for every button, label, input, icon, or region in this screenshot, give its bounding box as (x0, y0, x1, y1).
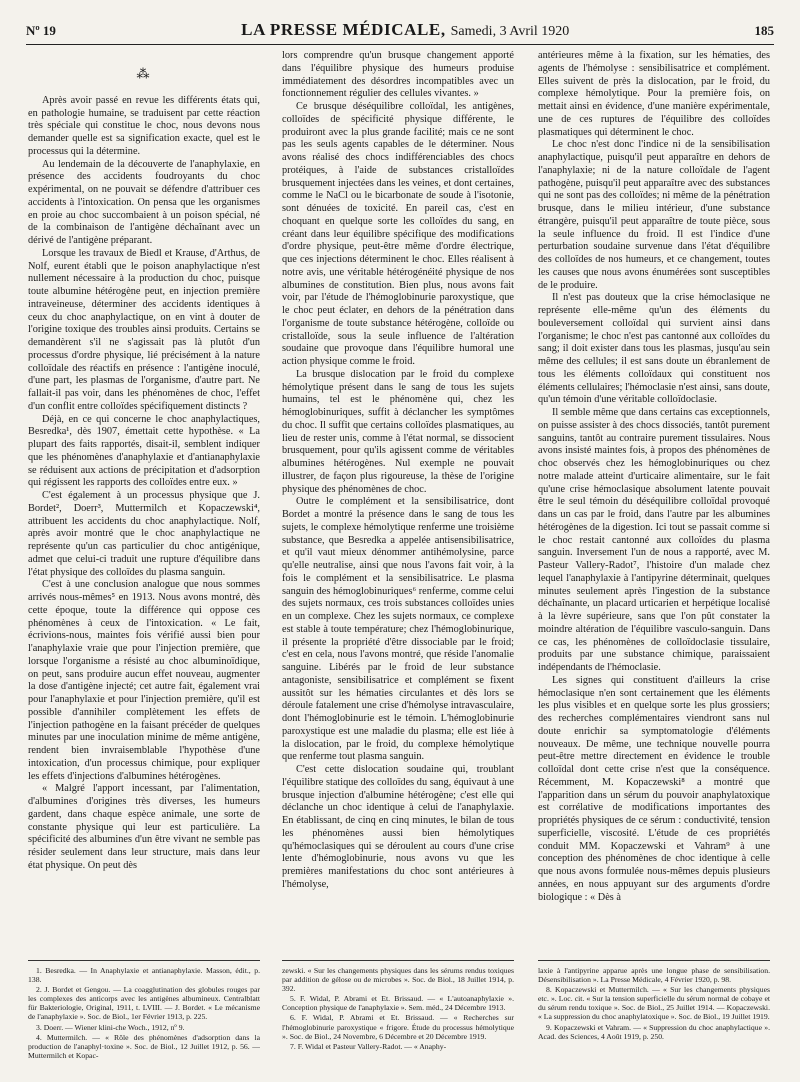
paragraph: Outre le complément et la sensibilisatrice, dont Bordet a montré la présence dans le sang de tous les sujets, le complexe hémolytique renferme une troisième substance, que Besredka a appelée antisensibilisatrice, et qu'il vaut mieux dénommer antihémolysine, parce qu'elle neutralise, ainsi que nous l'avons fait voir, à la fois le complément et la sensibilisatrice. Le plasma sanguin des hémoglobinuriques⁶ renferme, comme celui des sujets normaux, ces trois substances colloïdes unies en un complexe. Chez les sujets normaux, ce complexe est stable à toute température; chez l'hémoglobinurique, il présente la propriété d'être dissociable par le froid; c'est en cela, nous l'avons montré, que réside l'anomalie sanguine. Libérés par le froid de leur substance antagoniste, sensibilisatrice et complément se fixent aussitôt sur les hématies circulantes et dès lors se déroule fatalement une crise d'hémolyse intravasculaire, dont l'hémoglobinurie est le témoin. L'hémoglobinurie paroxystique est une maladie du plasma; elle est liée à la dislocation, par le froid, du complexe hémolytique que renferme tout plasma sanguin. (282, 496, 514, 763)
issue-date: Samedi, 3 Avril 1920 (450, 24, 570, 39)
paragraph: Au lendemain de la découverte de l'anaphylaxie, en présence des accidents foudroyants du choc expérimental, on ne pouvait se défendre d'attribuer ces accidents à l'intoxication. On pensa que les organismes en proie au choc succombaient à un poison spécial, né de la combinaison de l'antigène déchaînant avec un dérivé de l'antigène préparant. (28, 158, 260, 246)
running-header (26, 20, 774, 42)
paragraph: Il n'est pas douteux que la crise hémoclasique ne représente elle-même qu'un des éléments du bouleversement colloïdal qui survient ainsi dans l'organisme; le choc n'est pas cantonné aux colloïdes du sang; il doit exister dans tous les plasmas, jusqu'au sein même des cellules; il est sans doute un ébranlement de tous les éléments colloïdaux qui constituent nos éléments cellulaires; l'hémoclasie n'est ainsi, sans doute, qu'un témoin d'une véritable colloïdoclasie. (538, 292, 770, 406)
footnote: 3. Doerr. — Wiener klini-che Woch., 1912, nº 9. (36, 1022, 185, 1032)
paragraph: Le choc n'est donc l'indice ni de la sensibilisation anaphylactique, puisqu'il peut apparaître en dehors de l'anaphylaxie; ni de la nature colloïdale de l'agent pathogène, puisqu'il peut apparaître avec des substances qui ne sont pas des colloïdes; ni même de la pénétration brusque, dans le milieu intérieur, d'une substance étrangère, puisqu'il peut apparaître de toute pièce, sous la seule influence du froid. Il est l'indice d'une perturbation soudaine survenue dans l'état d'équilibre des colloïdes de nos humeurs, et ce changement, toutes les causes que nous avons énumérées sont susceptibles de le produire. (538, 139, 770, 291)
footnote: 9. Kopaczewski et Vahram. — « Suppression du choc anaphylactique ». Acad. des Sciences, 4 Août 1919, p. 250. (538, 1022, 770, 1041)
footnote: zewski. « Sur les changements physiques dans les sérums rendus toxiques par addition de gélose ou de microbes ». Soc. de Biol., 18 Juillet 1914, p. 392. (282, 966, 514, 994)
footnotes-column-1 (28, 966, 260, 1061)
column-1 (28, 50, 260, 873)
footnote: 6. F. Widal, P. Abrami et Et. Brissaud. — « Recherches sur l'hémoglobinurie paroxystique « frigore. Étude du processus hémolytique ». Soc. de Biol., 24 Novembre, 6 Décembre et 20 Décembre 1919. (282, 1013, 514, 1041)
paragraph: Lorsque les travaux de Biedl et Krause, d'Arthus, de Nolf, eurent établi que le poison anaphylactique n'est nullement nécessaire à la production du choc, puisque toute albumine hétérogène peut, en injection première intraveineuse, déterminer des accidents identiques à ceux du choc anaphylactique, on en vint à douter de l'origine toxique des troubles ainsi produits. Certains se demandèrent s'il ne s'agissait pas là plutôt d'un processus d'ordre physique, lié précisément à la nature colloïdale des réactifs en présence : l'antigène inoculé, d'une part, les plasmas de l'organisme, d'autre part. Ne fallait-il pas voir, dans les phénomènes de choc, l'effet d'un conflit entre colloïdes spécifiquement distincts ? (28, 247, 260, 412)
issue-number: Nº 19 (26, 23, 56, 38)
paragraph: Il semble même que dans certains cas exceptionnels, on puisse assister à des chocs dissociés, tantôt purement sanguins, tantôt au contraire purement tissulaires. Nous avons insisté maintes fois, à propos des phénomènes de choc observés chez les hémoglobinuriques ou chez notre malade atteint d'urticaire alimentaire, sur le fait qu'une crise hémoclasique absolument latente pouvait être le seul témoin du déséquilibre colloïdal provoqué dans un cas par le froid, dans l'autre par les albumines hétérogènes de la digestion. Ici tout se passait comme si le choc restait cantonné aux colloïdes du plasma sanguin. Inversement l'un de nous a rapporté, avec M. Pasteur Vallery-Radot⁷, l'histoire d'un malade chez lequel l'anaphylaxie à l'antipyrine déterminait, quelques minutes seulement après l'ingestion de la substance déchaînante, un placard urticarien et herpétique localisé à la lèvre supérieure, sans que l'on pût constater la moindre altération de l'équilibre vasculo-sanguin. Dans ce cas, les phénomènes de colloïdoclasie tissulaire, produits par une substance chimique, paraissaient indépendants de l'hémoclasie. (538, 407, 770, 673)
footnote: 4. Muttermilch. — « Rôle des phénomènes d'adsorption dans la production de l'anaphyl·toxine ». Soc. de Biol., 12 Juillet 1912, p. 56. — Muttermilch et Kopac- (28, 1032, 260, 1060)
paragraph: Déjà, en ce qui concerne le choc anaphylactiques, Besredka¹, dès 1907, émettait cette hypothèse. « La plupart des faits rapportés, disait-il, semblent indiquer que les phénomènes d'anaphylaxie et d'antianaphylaxie se réduisent aux actions de précipitation et d'adsorption qui régissent les rapports des colloïdes entre eux. » (28, 413, 260, 489)
footnotes-column-3 (538, 966, 770, 1042)
footnote: 5. F. Widal, P. Abrami et Et. Brissaud. — « L'autoanaphylaxie ». Conception physique de l'anaphylaxie ». Sem. méd., 24 Décembre 1913. (282, 994, 514, 1013)
footnote: 7. F. Widal et Pasteur Vallery-Radot. — « Anaphy- (290, 1041, 447, 1051)
footnote: laxie à l'antipyrine apparue après une longue phase de sensibilisation. Désensibilisation ». La Presse Médicale, 4 Février 1920, p. 98. (538, 966, 770, 985)
column-2 (282, 50, 514, 892)
column-3 (538, 50, 770, 904)
header-rule (26, 44, 774, 45)
paragraph: C'est cette dislocation soudaine qui, troublant l'équilibre statique des colloïdes du sang, équivaut à une brusque injection d'albumine hétérogène; c'est elle qui déclanche un choc identique à celui de l'anaphylaxie. En établissant, de cinq en cinq minutes, le bilan de tous les phénomènes aussi bien hémolytiques qu'hémoclasiques qui se déroulent au cours d'une crise lente d'hémoglobinurie, nous avons vu que les premières manifestations du choc sont antérieures à l'hémolyse, (282, 764, 514, 890)
footnote-rule (538, 960, 770, 961)
journal-name: LA PRESSE MÉDICALE, (241, 20, 446, 39)
paragraph: Après avoir passé en revue les différents états qui, en pathologie humaine, se traduisent par cette réaction très spéciale qui constitue le choc, nous devons nous demander quelle est sa signification exacte, quel est le processus qui la détermine. (28, 94, 260, 157)
footnote-rule (28, 960, 260, 961)
publication-title (241, 20, 569, 40)
paragraph: C'est également à un processus physique que J. Bordet², Doerr³, Muttermilch et Kopaczewski⁴, attribuent les accidents du choc anaphylactique. Nolf, après avoir montré que le choc anaphylactique ne représente qu'un cas particulier du choc antigénique, admet que celui-ci traduit une rupture d'équilibre dans l'état physique des colloïdes du plasma sanguin. (28, 490, 260, 578)
paragraph: Ce brusque déséquilibre colloïdal, les antigènes, colloïdes de spécificité physique différente, le produiront avec la plus grande facilité; mais ce ne sont pas les seuls agents capables de le déterminer. Nous avons réalisé des chocs indifférenciables des chocs protéiques, à l'aide de substances cristalloïdes brusquement injectées dans les veines, et dont certaines, comme le NaCl ou le bicarbonate de soude à l'isotonie, sont dénuées de toxicité. En pareil cas, c'est en choquant en quelque sorte les colloïdes du sang, en créant dans leur équilibre spécifique des modifications d'ordre physique, peut-être même d'ordre électrique, que ces injections déterminent le choc. Elles réalisent à notre avis, une véritable hétérogénéité physique de nos albumines de constitution. Bien plus, nous avons fait voir, par l'étude de l'hémoglobinurie paroxystique, que le choc peut éclater, en dehors de la pénétration dans l'organisme de toute substance hétérogène, colloïde ou cristalloïde, sous la seule influence de l'altération soudaine que provoque dans l'équilibre humoral une action physique comme le froid. (282, 101, 514, 367)
paragraph: lors comprendre qu'un brusque changement apporté dans l'équilibre physique des humeurs produise immédiatement des désordres incompatibles avec un fonctionnement régulier des cellules vivantes. » (282, 50, 514, 100)
page-folio: 185 (754, 23, 774, 38)
paragraph: C'est à une conclusion analogue que nous sommes arrivés nous-mêmes⁵ en 1913. Nous avons montré, dès cette époque, toute la différence qui oppose ces phénomènes à ceux de l'intoxication. « Le fait, écrivions-nous, maintes fois vérifié aussi bien pour l'anaphylaxie vraie que pour l'injection première, que lorsque l'organisme a résisté au choc albuminoïdique, on peut, sans produire aucun effet nouveau, augmenter la dose d'antigène injecté; cet autre fait, également vrai pour l'anaphylaxie et pour l'injection première, qu'il est possible d'annihiler complètement les effets de l'injection pathogène en la faisant précéder de quelques minutes par une inoculation minime de même antigène, rendent bien invraisemblable l'hypothèse d'une intoxication, d'un processus chimique, pour expliquer les effets d'injections d'albumines hétérogènes. (28, 579, 260, 782)
footnote: 8. Kopaczewski et Muttermilch. — « Sur les changements physiques etc. ». Loc. cit. « Sur la tension superficielle du sérum normal de cobaye et du sérum rendu toxique ». Soc. de Biol., 25 Juillet 1914. — Kopaczewski. « La suppression du choc anaphylatoxique ». Soc. de Biol., 19 Juillet 1919. (538, 985, 770, 1022)
paragraph: antérieures même à la fixation, sur les hématies, des agents de l'hémolyse : sensibilisatrice et complément. Elles suivent de près la dislocation, par le froid, du complexe hémolytique. Pour la première fois, on mettait ainsi en évidence, d'une manière expérimentale, une de ces ruptures de l'équilibre des colloïdes plasmatiques qui déterminent le choc. (538, 50, 770, 138)
section-stars: ⁂ (136, 66, 152, 81)
paragraph: « Malgré l'apport incessant, par l'alimentation, d'albumines d'origines très diverses, les humeurs gardent, dans chaque espèce animale, une sorte de constante physique qui leur est particulière. La spécificité des albumines d'un être vivant ne semble pas résider seulement dans leur structure, mais dans leur état physique. On peut dès (28, 783, 260, 871)
paragraph: La brusque dislocation par le froid du complexe hémolytique présent dans le sang de tous les sujets humains, tel est le phénomène qui, chez les hémoglobinuriques, suffit à déclancher les symptômes du choc. Il suffit que certains colloïdes plasmatiques, au lieu de rester unis, comme à l'état normal, se dissocient brusquement, pour qu'ils agissent comme de véritables albumines hétérogènes. Nul exemple ne pouvait illustrer, de façon plus rigoureuse, la thèse de l'origine physique des phénomènes de choc. (282, 368, 514, 495)
paragraph: Les signes qui constituent d'ailleurs la crise hémoclasique n'en sont certainement que les éléments les plus visibles et en quelque sorte les plus grossiers; des recherches complémentaires viendront sans nul doute enrichir sa symptomatologie d'éléments nouveaux. De même, une technique nouvelle pourra peut-être mettre directement en évidence le trouble colloïdal dont cette crise n'est que la conséquence. Récemment, M. Kopaczewski⁸ a montré que l'apparition dans un sérum du pouvoir anaphylatoxique est corrélative de modifications importantes des propriétés physiques de ce sérum : conductivité, tension superficielle, viscosité. L'étude de ces propriétés conduit MM. Kopaczewski et Vahram⁹ à une conception des phénomènes de choc identique à celle que nous avons formulée nous-mêmes depuis plusieurs années, en nous appuyant sur des arguments d'ordre biologique : « Dès à (538, 674, 770, 903)
footnote: 2. J. Bordet et Gengou. — La coagglutination des globules rouges par les complexes des anticorps avec les antigènes albumineux. Centralblatt für Bakteriologie, Original, 1911, t. LVIII. — J. Bordet. « Le mécanisme de l'anaphylaxie ». Soc. de Biol., 1er Février 1913, p. 225. (28, 985, 260, 1022)
footnote: 1. Besredka. — In Anaphylaxie et antianaphylaxie. Masson, édit., p. 138. (28, 966, 260, 985)
footnote-rule (282, 960, 514, 961)
footnotes-column-2 (282, 966, 514, 1052)
